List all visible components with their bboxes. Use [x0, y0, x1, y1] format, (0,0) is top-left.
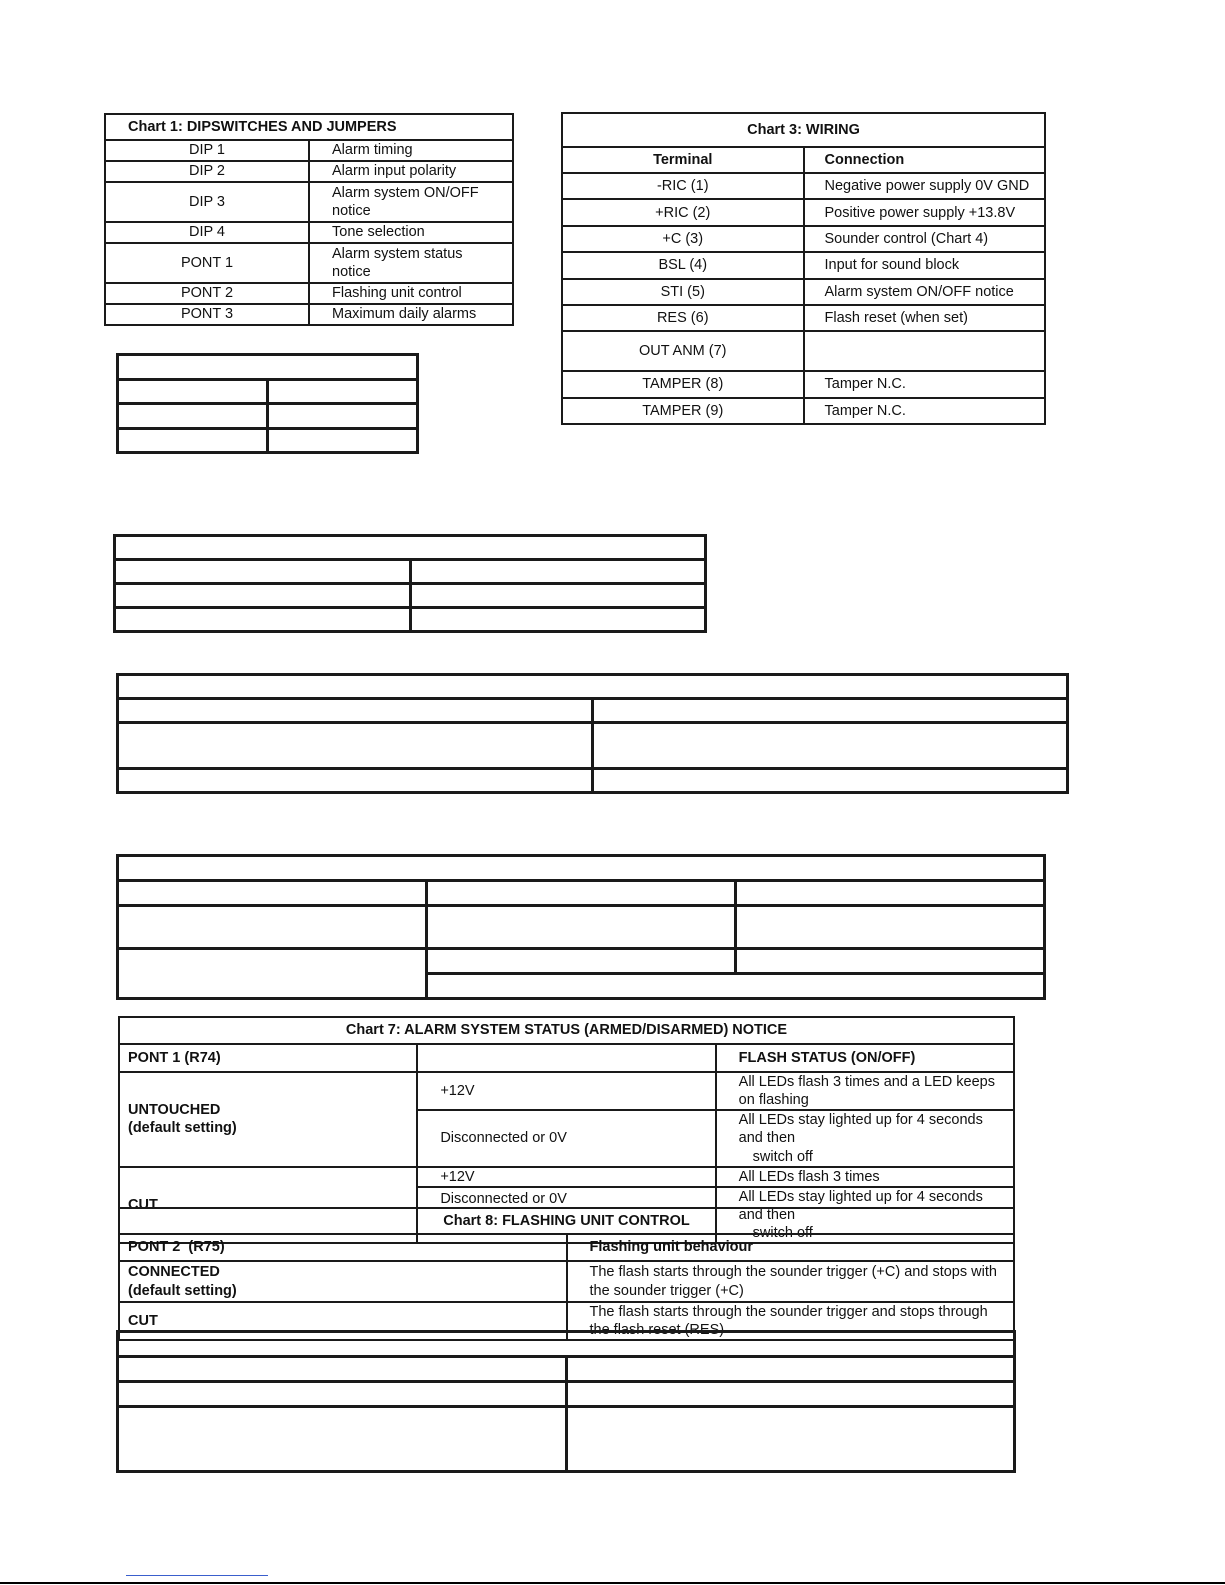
empty-table-medium-header: [115, 536, 706, 560]
empty-cell: [427, 949, 736, 974]
chart3-connection: Input for sound block: [824, 257, 960, 274]
chart3-terminal: TAMPER (8): [642, 376, 724, 393]
chart1-value: Alarm timing: [332, 142, 413, 159]
chart7-input: Disconnected or 0V: [440, 1130, 567, 1147]
chart1-title-text: Chart 1: DIPSWITCHES AND JUMPERS: [128, 118, 397, 135]
empty-cell: [118, 723, 593, 769]
chart7-header-flash-status: [716, 1044, 1014, 1072]
chart3-terminal: TAMPER (9): [642, 402, 724, 419]
empty-cell: [268, 379, 418, 404]
chart8-title-text: Chart 8: FLASHING UNIT CONTROL: [443, 1212, 690, 1229]
chart1-value-cell: [309, 243, 513, 283]
empty-cell: [427, 906, 736, 949]
empty-cell: [593, 723, 1068, 769]
empty-table-medium: [113, 534, 707, 633]
empty-cell: [268, 404, 418, 429]
chart7-input: +12V: [440, 1083, 475, 1100]
empty-cell: [593, 699, 1068, 723]
chart3-terminal: BSL (4): [658, 257, 708, 274]
chart7-status-line2: switch off: [752, 1148, 813, 1165]
chart3-terminal: STI (5): [660, 283, 705, 300]
chart1-value-cell: [309, 140, 513, 161]
chart7-input-cell: [417, 1167, 715, 1187]
chart1-key: PONT 3: [180, 306, 234, 323]
chart3-connection: Negative power supply 0V GND: [824, 178, 1030, 195]
chart8-table: [118, 1207, 1015, 1339]
chart3-terminal-cell: [562, 199, 804, 225]
chart3-terminal-cell: [562, 226, 804, 252]
chart3-terminal-cell: [562, 305, 804, 331]
chart3-connection: Positive power supply +13.8V: [824, 204, 1016, 221]
chart1-title: [105, 114, 513, 140]
chart7-status-line1: All LEDs flash 3 times: [738, 1168, 880, 1185]
empty-cell: [410, 584, 706, 608]
chart3-title-text: Chart 3: WIRING: [747, 121, 860, 138]
chart3-terminal-cell: [562, 371, 804, 397]
chart3-terminal: RES (6): [656, 310, 709, 326]
empty-cell: [118, 1357, 567, 1382]
chart3-connection-cell: [804, 252, 1046, 278]
chart7-status-line1: All LEDs flash 3 times and a LED keeps on flashing: [738, 1074, 995, 1109]
chart8-label-line1: CONNECTED: [128, 1264, 220, 1281]
chart3-connection: Sounder control (Chart 4): [824, 230, 989, 247]
chart3-terminal: +C (3): [662, 230, 704, 247]
chart3-connection-cell: [804, 371, 1046, 397]
empty-cell: [427, 974, 1045, 999]
empty-cell: [118, 1407, 567, 1472]
chart1-key-cell: [105, 283, 309, 304]
chart1-key: PONT 1: [180, 254, 234, 271]
chart3-terminal-cell: [562, 252, 804, 278]
empty-cell: [268, 428, 418, 453]
empty-table-wide: [116, 673, 1069, 794]
chart3-connection: Tamper N.C.: [824, 402, 906, 419]
empty-cell: [736, 949, 1045, 974]
chart1-key: DIP 4: [188, 224, 225, 241]
chart3-terminal: OUT ANM (7): [638, 343, 727, 360]
chart3-terminal: -RIC (1): [656, 178, 709, 195]
chart1-key-cell: [105, 243, 309, 283]
page-bottom-rule: [0, 1582, 1225, 1584]
chart7-header-pont: [119, 1044, 417, 1072]
empty-cell: [118, 881, 427, 906]
chart8-value: The flash starts through the sounder trigger and stops through the flash reset (RES): [589, 1304, 988, 1339]
chart3-connection: Alarm system ON/OFF notice: [824, 283, 1014, 300]
chart3-header-terminal: [562, 147, 804, 173]
chart1-key: DIP 1: [188, 142, 225, 159]
empty-cell: [410, 560, 706, 584]
chart1-value: Tone selection: [332, 224, 425, 241]
chart7-header-flash-status-text: FLASH STATUS (ON/OFF): [738, 1049, 916, 1066]
chart3-connection-cell: [804, 398, 1046, 424]
chart1-key-cell: [105, 222, 309, 243]
chart7-input-cell: [417, 1072, 715, 1110]
chart7-status-line1: All LEDs stay lighted up for 4 seconds and then: [738, 1188, 983, 1223]
chart8-label-line2: (default setting): [128, 1282, 237, 1299]
chart7-status-line1: All LEDs stay lighted up for 4 seconds and then: [738, 1112, 983, 1147]
empty-cell: [118, 379, 268, 404]
chart1-value: Alarm input polarity: [332, 163, 457, 180]
empty-cell: [118, 949, 427, 999]
empty-cell: [118, 769, 593, 793]
chart7-title-text: Chart 7: ALARM SYSTEM STATUS (ARMED/DISARMED) NOTICE: [345, 1022, 788, 1039]
chart3-terminal: +RIC (2): [655, 204, 711, 221]
chart1-value-cell: [309, 161, 513, 182]
chart1-key-cell: [105, 304, 309, 325]
chart7-input: Disconnected or 0V: [440, 1190, 567, 1207]
chart3-title: [562, 113, 1045, 147]
chart3-terminal-cell: [562, 173, 804, 199]
chart7-group-label-line1: UNTOUCHED: [128, 1102, 221, 1119]
chart3-connection-cell: [804, 173, 1046, 199]
empty-cell: [118, 1382, 567, 1407]
chart7-input: +12V: [440, 1168, 475, 1185]
empty-cell: [736, 906, 1045, 949]
empty-table-bottom: [116, 1330, 1016, 1473]
chart3-terminal-cell: [562, 331, 804, 371]
chart1-value: Flashing unit control: [332, 285, 462, 302]
empty-cell: [115, 584, 411, 608]
chart1-value: Maximum daily alarms: [332, 306, 477, 323]
chart8-label-cell: [119, 1261, 567, 1302]
chart8-header-pont: [119, 1234, 567, 1261]
chart3-connection-cell: [804, 199, 1046, 225]
chart7-header-pont-text: PONT 1 (R74): [128, 1049, 221, 1066]
chart8-title: [119, 1208, 1014, 1234]
chart3-header-terminal-text: Terminal: [653, 151, 713, 168]
empty-table-small: [116, 353, 419, 454]
chart1-value-cell: [309, 182, 513, 222]
empty-cell: [410, 608, 706, 632]
chart3-connection-cell: [804, 305, 1046, 331]
chart1-value: Alarm system ON/OFF notice: [332, 184, 479, 219]
chart8-label-line1: CUT: [128, 1313, 158, 1330]
chart1-key-cell: [105, 182, 309, 222]
chart7-status-line2: switch off: [752, 1225, 813, 1241]
chart7-title: [119, 1017, 1014, 1044]
chart1-key: DIP 3: [188, 193, 225, 210]
chart1-key: PONT 2: [180, 285, 234, 302]
empty-cell: [566, 1407, 1015, 1472]
empty-table-three-col-header: [118, 856, 1045, 881]
empty-cell: [115, 608, 411, 632]
chart8-header-behaviour-text: Flashing unit behaviour: [589, 1239, 754, 1256]
chart7-status-cell: [716, 1072, 1014, 1110]
empty-cell: [118, 404, 268, 429]
chart1-key-cell: [105, 140, 309, 161]
chart7-status-cell: [716, 1110, 1014, 1166]
chart3-terminal-cell: [562, 279, 804, 305]
chart1-value-cell: [309, 222, 513, 243]
empty-cell: [566, 1357, 1015, 1382]
chart3-connection-cell: [804, 331, 1046, 371]
empty-cell: [118, 906, 427, 949]
empty-cell: [118, 428, 268, 453]
empty-cell: [736, 881, 1045, 906]
chart7-group-label-line1: CUT: [128, 1196, 158, 1213]
chart7-header-input: [417, 1044, 715, 1072]
chart1-table: [104, 113, 514, 326]
chart1-key: DIP 2: [188, 163, 225, 180]
empty-table-three-col: [116, 854, 1046, 1000]
empty-table-wide-header: [118, 675, 1068, 699]
chart1-value: Alarm system status notice: [332, 245, 463, 280]
empty-table-bottom-header: [118, 1332, 1015, 1357]
chart3-header-connection: [804, 147, 1046, 173]
chart1-key-cell: [105, 161, 309, 182]
chart8-value-cell: [567, 1261, 1015, 1302]
empty-cell: [566, 1382, 1015, 1407]
chart3-connection-cell: [804, 226, 1046, 252]
chart3-table: [561, 112, 1046, 425]
chart8-header-pont-text: PONT 2 (R75): [128, 1239, 225, 1256]
chart3-header-connection-text: Connection: [824, 151, 905, 168]
footer-link-underline[interactable]: [126, 1575, 268, 1576]
chart3-connection-cell: [804, 279, 1046, 305]
empty-cell: [115, 560, 411, 584]
empty-cell: [427, 881, 736, 906]
empty-table-small-header: [118, 355, 418, 380]
empty-cell: [118, 699, 593, 723]
chart7-group-label: [119, 1072, 417, 1167]
chart1-value-cell: [309, 283, 513, 304]
chart1-value-cell: [309, 304, 513, 325]
chart3-connection: Tamper N.C.: [824, 376, 906, 393]
chart8-header-behaviour: [567, 1234, 1015, 1261]
chart8-value: The flash starts through the sounder trigger (+C) and stops with the sounder trigger (+C): [589, 1264, 997, 1299]
empty-cell: [593, 769, 1068, 793]
chart3-terminal-cell: [562, 398, 804, 424]
chart3-connection: Flash reset (when set): [824, 310, 968, 326]
chart7-group-label-line2: (default setting): [128, 1120, 237, 1137]
chart7-input-cell: [417, 1110, 715, 1166]
chart7-status-cell: [716, 1167, 1014, 1187]
